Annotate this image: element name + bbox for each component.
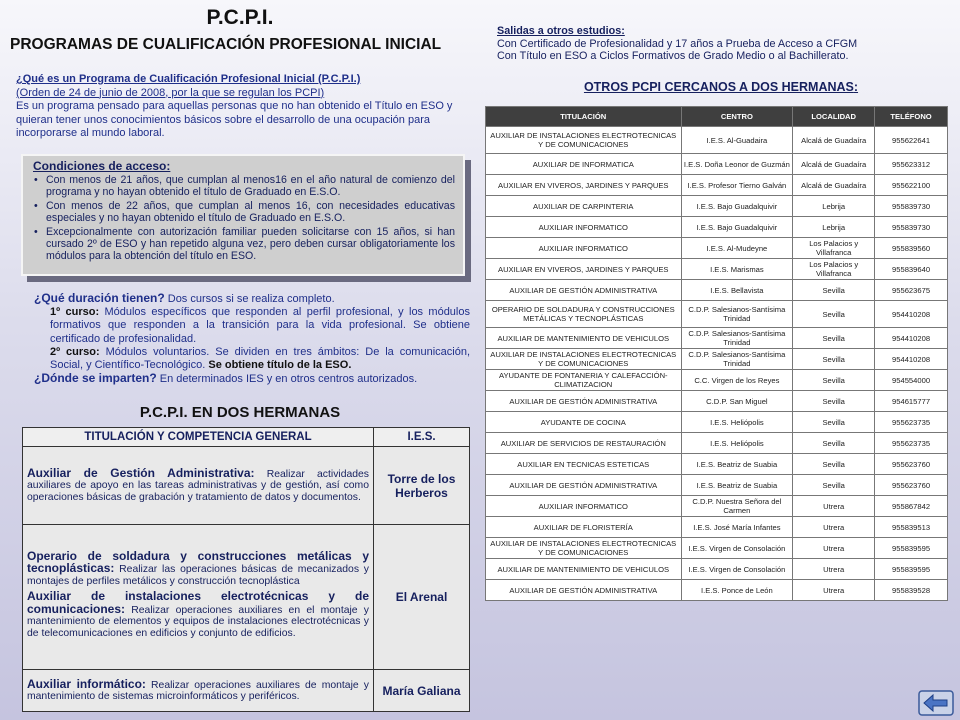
conditions-title: Condiciones de acceso: — [33, 159, 171, 173]
course-name: Auxiliar informático: — [27, 676, 146, 691]
intro-text: Es un programa pensado para aquellas personas que no han obtenido el Título en ESO y quieran tener unos conocimientos básicos sobre el desarrollo de una ocupación para incorporarse al mundo laboral. — [16, 100, 453, 139]
others-locality-cell: Sevilla — [793, 412, 875, 433]
others-locality-cell: Lebrija — [793, 217, 875, 238]
back-button[interactable] — [918, 690, 954, 716]
local-desc-cell — [23, 525, 374, 670]
others-phone-cell: 955622641 — [875, 127, 948, 154]
others-locality-cell: Sevilla — [793, 391, 875, 412]
others-center-cell: I.E.S. Beatriz de Suabia — [681, 454, 793, 475]
table-row — [23, 447, 470, 525]
others-phone-cell: 955623760 — [875, 454, 948, 475]
others-phone-cell: 955623735 — [875, 412, 948, 433]
others-center-cell: I.E.S. Bajo Guadalquivir — [681, 196, 793, 217]
intro-reference-link[interactable]: (Orden de 24 de junio de 2008, por la que se regulan los PCPI) — [16, 86, 325, 99]
local-desc-cell — [23, 447, 374, 525]
others-title-cell: AUXILIAR DE CARPINTERIA — [486, 196, 682, 217]
others-center-cell: I.E.S. Marismas — [681, 259, 793, 280]
table-row — [486, 127, 948, 154]
local-school-cell: María Galiana — [374, 670, 470, 712]
others-title-cell: AUXILIAR EN VIVEROS, JARDINES Y PARQUES — [486, 175, 682, 196]
others-header-cell: CENTRO — [681, 107, 793, 127]
local-header-cell: I.E.S. — [374, 428, 470, 447]
others-center-cell: I.E.S. Ponce de León — [681, 580, 793, 601]
others-phone-cell: 955839640 — [875, 259, 948, 280]
page-subtitle: PROGRAMAS DE CUALIFICACIÓN PROFESIONAL INICIAL — [10, 36, 442, 53]
others-center-cell: C.D.P. Salesianos-Santísima Trinidad — [681, 328, 793, 349]
others-center-cell: I.E.S. Al-Guadaira — [681, 127, 793, 154]
table-row — [486, 301, 948, 328]
others-header-cell: LOCALIDAD — [793, 107, 875, 127]
others-title-cell: AUXILIAR DE GESTIÓN ADMINISTRATIVA — [486, 280, 682, 301]
local-table-header — [23, 428, 470, 447]
condition-item: • Con menos de 21 años, que cumplan al menos16 en el año natural de comienzo del programa y no hayan obtenido el título de Graduado en E.S.O. — [33, 174, 455, 199]
course-text: Realizar las operaciones básicas de mecanizados y montajes de perfiles metálicos y construcción tecnoplástica — [27, 564, 369, 587]
others-title-cell: AUXILIAR EN TECNICAS ESTETICAS — [486, 454, 682, 475]
others-center-cell: C.D.P. Salesianos-Santísima Trinidad — [681, 349, 793, 370]
others-phone-cell: 955839730 — [875, 196, 948, 217]
others-title-suffix: : — [853, 80, 859, 94]
course-name: Auxiliar de instalaciones electrotécnicas y de comunicaciones: — [27, 589, 369, 616]
course-name: Auxiliar de Gestión Administrativa: — [27, 465, 255, 480]
others-phone-cell: 955839730 — [875, 217, 948, 238]
others-phone-cell: 955623312 — [875, 154, 948, 175]
intro-section — [16, 73, 464, 141]
others-header-cell: TELÉFONO — [875, 107, 948, 127]
others-locality-cell: Sevilla — [793, 370, 875, 391]
others-phone-cell: 955622100 — [875, 175, 948, 196]
local-school-cell: El Arenal — [374, 525, 470, 670]
others-locality-cell: Alcalá de Guadaíra — [793, 127, 875, 154]
others-locality-cell: Sevilla — [793, 301, 875, 328]
others-title-cell: AUXILIAR DE MANTENIMIENTO DE VEHICULOS — [486, 559, 682, 580]
others-center-cell: C.D.P. San Miguel — [681, 391, 793, 412]
duration-question: ¿Qué duración tienen? — [34, 291, 165, 305]
others-phone-cell: 955839560 — [875, 238, 948, 259]
others-locality-cell: Sevilla — [793, 349, 875, 370]
intro-question: ¿Qué es un Programa de Cualificación Profesional Inicial (P.C.P.I.) — [16, 73, 361, 85]
table-row — [486, 580, 948, 601]
others-locality-cell: Utrera — [793, 580, 875, 601]
local-header-cell: TITULACIÓN Y COMPETENCIA GENERAL — [23, 428, 374, 447]
others-center-cell: I.E.S. Virgen de Consolación — [681, 559, 793, 580]
others-title-cell: AUXILIAR DE MANTENIMIENTO DE VEHICULOS — [486, 328, 682, 349]
table-row — [486, 538, 948, 559]
others-center-cell: I.E.S. Al-Mudeyne — [681, 238, 793, 259]
local-title: P.C.P.I. EN DOS HERMANAS — [139, 404, 341, 421]
others-title-cell: AUXILIAR DE INSTALACIONES ELECTROTECNICAS Y DE COMUNICACIONES — [486, 127, 682, 154]
others-title-cell: AUXILIAR DE GESTIÓN ADMINISTRATIVA — [486, 391, 682, 412]
others-locality-cell: Lebrija — [793, 196, 875, 217]
table-row — [486, 349, 948, 370]
others-center-cell: C.C. Virgen de los Reyes — [681, 370, 793, 391]
others-title-text: OTROS PCPI CERCANOS A DOS HERMANAS — [583, 80, 854, 94]
conditions-list — [33, 174, 455, 263]
others-title-cell: OPERARIO DE SOLDADURA Y CONSTRUCCIONES METÁLICAS Y TECNOPLÁSTICAS — [486, 301, 682, 328]
others-center-cell: I.E.S. Heliópolis — [681, 433, 793, 454]
table-row — [486, 154, 948, 175]
others-locality-cell: Sevilla — [793, 328, 875, 349]
others-center-cell: C.D.P. Salesianos-Santísima Trinidad — [681, 301, 793, 328]
others-title-cell: AUXILIAR DE GESTIÓN ADMINISTRATIVA — [486, 580, 682, 601]
where-answer: En determinados IES y en otros centros autorizados. — [159, 373, 418, 386]
duration-answer: Dos cursos si se realiza completo. — [167, 293, 335, 305]
others-title-cell: AUXILIAR INFORMATICO — [486, 238, 682, 259]
others-center-cell: I.E.S. Doña Leonor de Guzmán — [681, 154, 793, 175]
others-center-cell: C.D.P. Nuestra Señora del Carmen — [681, 496, 793, 517]
others-locality-cell: Sevilla — [793, 280, 875, 301]
condition-item: • Excepcionalmente con autorización familiar pueden solicitarse con 15 años, si han cursado 2º de ESO y han repetido alguna vez, pero deben cursar obligatoriamente los módulos para la obtención del título en ESO. — [33, 226, 455, 263]
table-row — [486, 175, 948, 196]
table-row — [486, 370, 948, 391]
others-phone-cell: 955839595 — [875, 559, 948, 580]
table-row — [486, 475, 948, 496]
local-school-cell: Torre de los Herberos — [374, 447, 470, 525]
others-title-cell: AYUDANTE DE FONTANERIA Y CALEFACCIÓN-CLIMATIZACION — [486, 370, 682, 391]
others-phone-cell: 955623735 — [875, 433, 948, 454]
course1-label: 1º curso: — [50, 306, 100, 319]
others-header-cell: TITULACIÓN — [486, 107, 682, 127]
back-arrow-icon — [918, 690, 954, 716]
others-title-cell: AUXILIAR DE INSTALACIONES ELECTROTECNICAS Y DE COMUNICACIONES — [486, 538, 682, 559]
others-locality-cell: Alcalá de Guadaíra — [793, 154, 875, 175]
others-locality-cell: Alcalá de Guadaíra — [793, 175, 875, 196]
others-locality-cell: Utrera — [793, 559, 875, 580]
course-text: Realizar operaciones auxiliares de montaje y mantenimiento de sistemas microinformáticos y periféricos. — [27, 679, 369, 702]
others-phone-cell: 955623675 — [875, 280, 948, 301]
table-row — [486, 217, 948, 238]
others-center-cell: I.E.S. Virgen de Consolación — [681, 538, 793, 559]
others-locality-cell: Utrera — [793, 538, 875, 559]
others-phone-cell: 954615777 — [875, 391, 948, 412]
others-phone-cell: 955623760 — [875, 475, 948, 496]
others-center-cell: I.E.S. Heliópolis — [681, 412, 793, 433]
page-title: P.C.P.I. — [206, 6, 274, 29]
condition-item: • Con menos de 22 años, que cumplan al menos 16, con necesidades educativas especiales y no hayan obtenido el título de Graduado en E.S.O. — [33, 200, 455, 225]
course2-bold: Se obtiene título de la ESO. — [208, 359, 352, 372]
others-phone-cell: 955839513 — [875, 517, 948, 538]
duration-section — [34, 292, 470, 386]
others-title-cell: AUXILIAR DE SERVICIOS DE RESTAURACIÓN — [486, 433, 682, 454]
others-phone-cell: 955839595 — [875, 538, 948, 559]
others-center-cell: I.E.S. Beatriz de Suabia — [681, 475, 793, 496]
others-title-cell: AUXILIAR EN VIVEROS, JARDINES Y PARQUES — [486, 259, 682, 280]
others-locality-cell: Los Palacios y Villafranca — [793, 238, 875, 259]
course1-text: Módulos específicos que responden al perfil profesional, y los módulos formativos que responden a la transición para la vida profesional. Se obtiene certificado de profesionalidad. — [50, 306, 470, 345]
table-row — [486, 559, 948, 580]
table-row — [486, 496, 948, 517]
salidas-heading: Salidas a otros estudios: — [497, 25, 625, 37]
others-phone-cell: 955839528 — [875, 580, 948, 601]
salidas-section — [497, 25, 857, 63]
others-phone-cell: 954410208 — [875, 328, 948, 349]
others-locality-cell: Los Palacios y Villafranca — [793, 259, 875, 280]
others-title-cell: AYUDANTE DE COCINA — [486, 412, 682, 433]
others-title — [482, 80, 960, 94]
others-center-cell: I.E.S. Profesor Tierno Galván — [681, 175, 793, 196]
others-locality-cell: Sevilla — [793, 433, 875, 454]
others-locality-cell: Sevilla — [793, 475, 875, 496]
conditions-box — [21, 154, 465, 276]
local-table — [22, 427, 470, 712]
course-text: Realizar operaciones auxiliares en el montaje y mantenimiento de elementos y equipos de instalaciones electrotécnicas y de telecomunicaciones en edificios y conjunto de edificios. — [27, 604, 370, 639]
others-table-body — [486, 127, 948, 601]
table-row — [23, 670, 470, 712]
table-row — [486, 196, 948, 217]
others-title-cell: AUXILIAR DE FLORISTERÍA — [486, 517, 682, 538]
others-phone-cell: 954554000 — [875, 370, 948, 391]
others-locality-cell: Utrera — [793, 517, 875, 538]
others-title-cell: AUXILIAR DE INSTALACIONES ELECTROTECNICAS Y DE COMUNICACIONES — [486, 349, 682, 370]
others-title-cell: AUXILIAR DE GESTIÓN ADMINISTRATIVA — [486, 475, 682, 496]
course-text: Realizar actividades auxiliares de apoyo en las tareas administrativas y de gestión, así como operaciones básicas de grabación y tratamiento de datos y documentos. — [27, 468, 370, 503]
others-locality-cell: Utrera — [793, 496, 875, 517]
others-phone-cell: 954410208 — [875, 301, 948, 328]
others-center-cell: I.E.S. José María Infantes — [681, 517, 793, 538]
course2-label: 2º curso: — [50, 345, 100, 358]
others-center-cell: I.E.S. Bellavista — [681, 280, 793, 301]
others-phone-cell: 955867842 — [875, 496, 948, 517]
table-row — [486, 280, 948, 301]
course-name: Operario de soldadura y construcciones metálicas y tecnoplásticas: — [27, 549, 369, 576]
where-question: ¿Dónde se imparten? — [34, 371, 157, 386]
table-row — [486, 454, 948, 475]
others-phone-cell: 954410208 — [875, 349, 948, 370]
others-title-cell: AUXILIAR DE INFORMATICA — [486, 154, 682, 175]
others-title-cell: AUXILIAR INFORMATICO — [486, 496, 682, 517]
others-table — [485, 106, 948, 601]
others-center-cell: I.E.S. Bajo Guadalquivir — [681, 217, 793, 238]
others-table-header — [486, 107, 948, 127]
table-row — [486, 259, 948, 280]
table-row — [486, 391, 948, 412]
local-desc-cell — [23, 670, 374, 712]
table-row — [486, 238, 948, 259]
course2-text: Módulos voluntarios. Se dividen en tres ámbitos: De la comunicación, Social, y Científico-Tecnológico. — [50, 345, 471, 372]
others-locality-cell: Sevilla — [793, 454, 875, 475]
table-row — [486, 433, 948, 454]
table-row — [486, 328, 948, 349]
table-row — [486, 517, 948, 538]
salidas-line: Con Título en ESO a Ciclos Formativos de Grado Medio o al Bachillerato. — [497, 50, 849, 63]
table-row — [486, 412, 948, 433]
table-row — [23, 525, 470, 670]
others-title-cell: AUXILIAR INFORMATICO — [486, 217, 682, 238]
salidas-line: Con Certificado de Profesionalidad y 17 años a Prueba de Acceso a CFGM — [497, 37, 858, 50]
